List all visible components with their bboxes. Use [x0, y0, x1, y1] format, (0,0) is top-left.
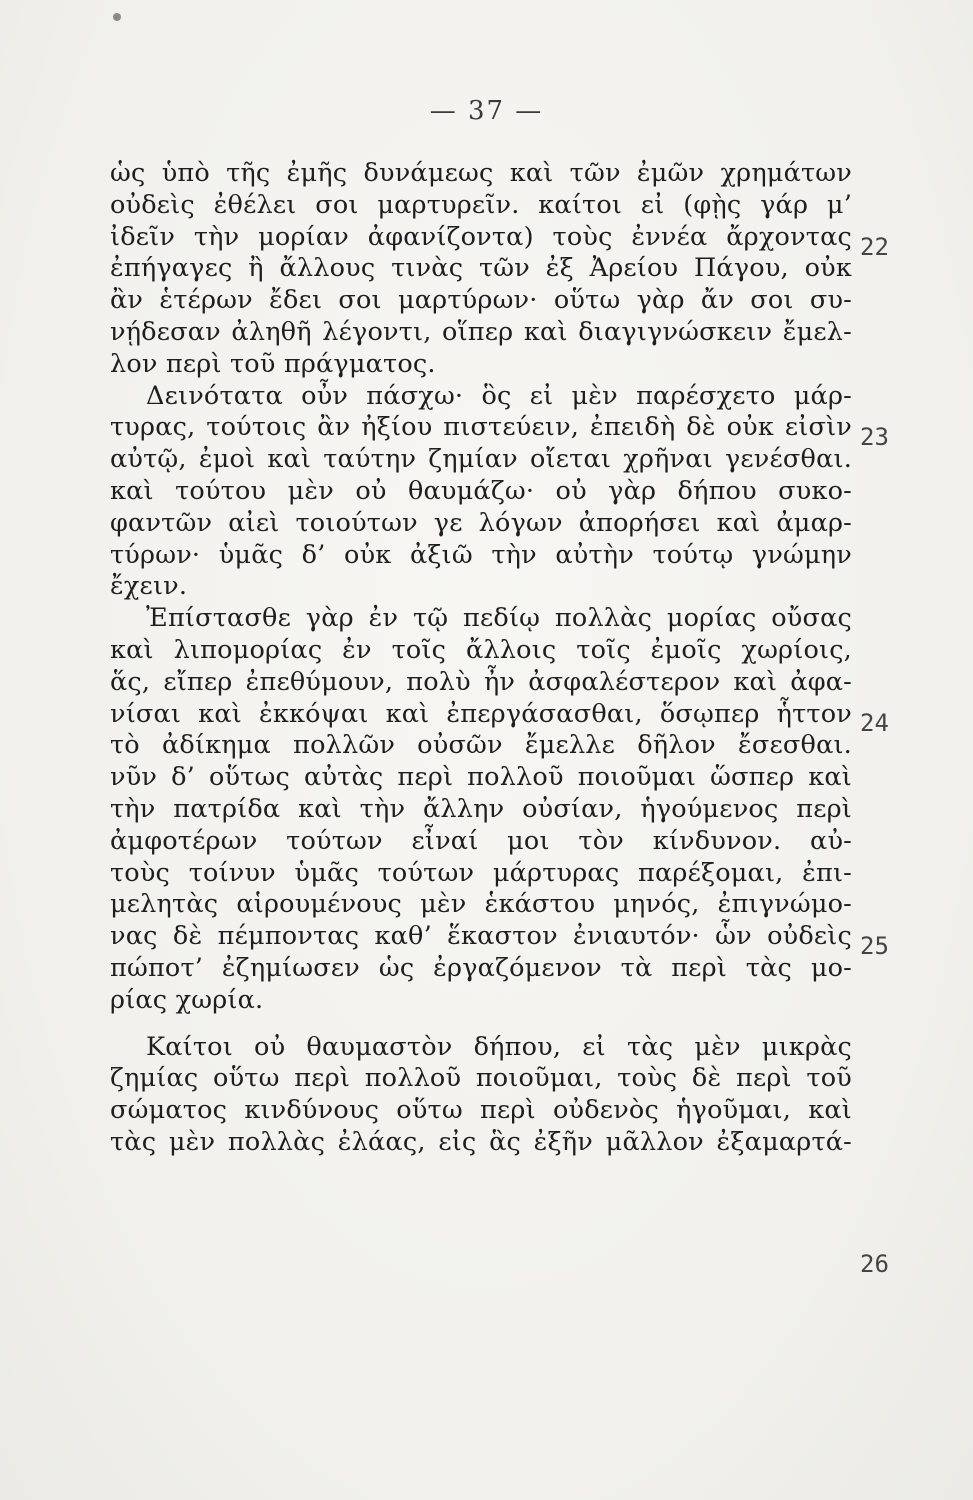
text-line: νῦν δ’ οὕτως αὐτὰς περὶ πολλοῦ ποιοῦμαι ὥσπερ καὶ	[110, 762, 852, 793]
text-line: ἰδεῖν τὴν μορίαν ἀφανίζοντα) τοὺς ἐννέα ἄρχοντας	[110, 221, 852, 252]
text-line: σώματος κινδύνους οὕτω περὶ οὐδενὸς ἡγοῦμαι, καὶ	[110, 1095, 852, 1126]
text-line: ἀμφοτέρων τούτων εἶναί μοι τὸν κίνδυνον. αὐ-	[110, 825, 852, 856]
text-block	[110, 158, 852, 1159]
text-line: ἅς, εἴπερ ἐπεθύμουν, πολὺ ἦν ἀσφαλέστερον καὶ ἀφα-	[110, 666, 852, 697]
text-line: ζημίας οὕτω περὶ πολλοῦ ποιοῦμαι, τοὺς δὲ περὶ τοῦ	[110, 1063, 852, 1094]
paragraph-gap	[110, 1017, 852, 1032]
text-line: λον περὶ τοῦ πράγματος.	[110, 348, 436, 379]
text-line: μελητὰς αἱρουμένους μὲν ἑκάστου μηνός, ἐπιγνώμο-	[110, 889, 852, 920]
page-number: — 37 —	[429, 96, 544, 126]
text-line: Δεινότατα οὖν πάσχω· ὃς εἰ μὲν παρέσχετο μάρ-	[146, 380, 852, 411]
text-line: ρίας χωρία.	[110, 984, 264, 1015]
text-line: τὸ ἀδίκημα πολλῶν οὐσῶν ἔμελλε δῆλον ἔσεσθαι.	[110, 730, 852, 761]
text-line: ἂν ἑτέρων ἔδει σοι μαρτύρων· οὕτω γὰρ ἄν σοι συ-	[110, 285, 852, 316]
section-number: 23	[860, 423, 889, 451]
section-number: 26	[860, 1250, 889, 1278]
text-line: αὐτῷ, ἐμοὶ καὶ ταύτην ζημίαν οἴεται χρῆναι γενέσθαι.	[110, 444, 852, 475]
section-number: 25	[860, 932, 889, 960]
text-line: ἐπήγαγες ἢ ἄλλους τινὰς τῶν ἐξ Ἀρείου Πάγου, οὐκ	[110, 253, 852, 284]
text-line: καὶ τούτου μὲν οὐ θαυμάζω· οὐ γὰρ δήπου συκο-	[110, 475, 852, 506]
section-number: 24	[860, 709, 889, 737]
text-line: ὡς ὑπὸ τῆς ἐμῆς δυνάμεως καὶ τῶν ἐμῶν χρημάτων	[110, 158, 852, 188]
text-line: τυρας, τούτοις ἂν ἠξίου πιστεύειν, ἐπειδὴ δὲ οὐκ εἰσὶν	[110, 412, 852, 443]
text-line: νίσαι καὶ ἐκκόψαι καὶ ἐπεργάσασθαι, ὅσῳπερ ἧττον	[110, 698, 852, 729]
text-line: καὶ λιπομορίας ἐν τοῖς ἄλλοις τοῖς ἐμοῖς χωρίοις,	[110, 634, 852, 665]
text-line: τοὺς τοίνυν ὑμᾶς τούτων μάρτυρας παρέξομαι, ἐπι-	[110, 857, 852, 888]
text-line: οὐδεὶς ἐθέλει σοι μαρτυρεῖν. καίτοι εἰ (φῂς γάρ μ’	[110, 189, 852, 220]
text-line: τύρων· ὑμᾶς δ’ οὐκ ἀξιῶ τὴν αὐτὴν τούτῳ γνώμην	[110, 539, 852, 570]
text-line: νας δὲ πέμποντας καθ’ ἕκαστον ἐνιαυτόν· ὧν οὐδεὶς	[110, 921, 852, 952]
text-line: πώποτ’ ἐζημίωσεν ὡς ἐργαζόμενον τὰ περὶ τὰς μο-	[110, 952, 852, 983]
section-number: 22	[860, 233, 889, 261]
text-line: ἔχειν.	[110, 571, 188, 602]
text-line: τὴν πατρίδα καὶ τὴν ἄλλην οὐσίαν, ἡγούμενος περὶ	[110, 793, 852, 824]
ink-spot	[113, 13, 121, 21]
text-line: Καίτοι οὐ θαυμαστὸν δήπου, εἰ τὰς μὲν μικρὰς	[146, 1031, 852, 1062]
text-line: νῄδεσαν ἀληθῆ λέγοντι, οἵπερ καὶ διαγιγνώσκειν ἔμελ-	[110, 316, 852, 347]
text-line: φαντῶν αἰεὶ τοιούτων γε λόγων ἀπορήσει καὶ ἀμαρ-	[110, 507, 852, 538]
text-line: Ἐπίστασθε γὰρ ἐν τῷ πεδίῳ πολλὰς μορίας οὔσας	[146, 603, 852, 634]
text-line: τὰς μὲν πολλὰς ἐλάας, εἰς ἃς ἐξῆν μᾶλλον ἐξαμαρτά-	[110, 1126, 852, 1157]
